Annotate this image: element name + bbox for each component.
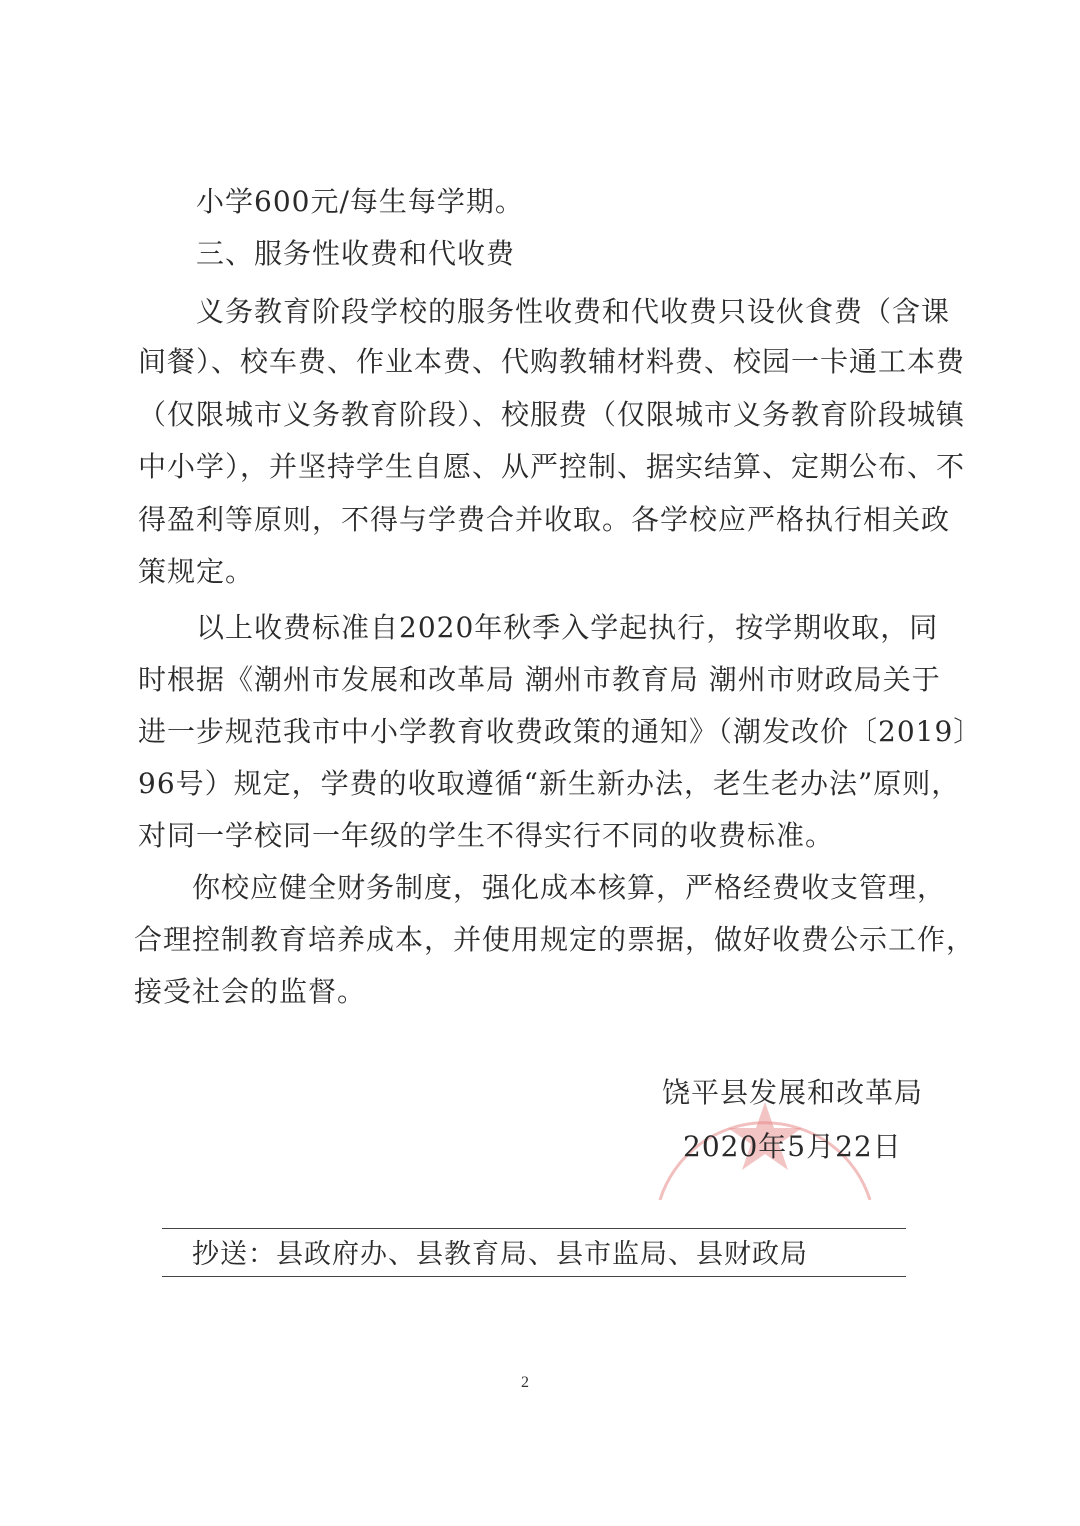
body-line: 进一步规范我市中小学教育收费政策的通知》（潮发改价〔2019〕 [138,715,983,748]
issuer-name: 饶平县发展和改革局 [662,1076,924,1109]
body-line: （仅限城市义务教育阶段）、校服费（仅限城市义务教育阶段城镇 [138,398,966,431]
body-line: 96号）规定，学费的收取遵循“新生新办法，老生老办法”原则， [138,767,961,800]
body-line: 时根据《潮州市发展和改革局 潮州市教育局 潮州市财政局关于 [138,663,941,696]
body-line: 得盈利等原则，不得与学费合并收取。各学校应严格执行相关政 [138,503,951,536]
body-line: 对同一学校同一年级的学生不得实行不同的收费标准。 [138,819,835,852]
body-line: 合理控制教育培养成本，并使用规定的票据，做好收费公示工作， [134,923,976,956]
body-line: 策规定。 [138,555,255,588]
body-line: 小学600元/每生每学期。 [196,185,524,218]
official-seal [645,1040,885,1200]
cc-line: 抄送：县政府办、县教育局、县市监局、县财政局 [192,1239,808,1270]
body-line: 义务教育阶段学校的服务性收费和代收费只设伙食费（含课 [196,295,951,328]
body-line: 中小学），并坚持学生自愿、从严控制、据实结算、定期公布、不 [138,450,966,483]
cc-top-rule [162,1228,906,1229]
body-line: 间餐）、校车费、作业本费、代购教辅材料费、校园一卡通工本费 [138,345,966,378]
body-line: 以上收费标准自2020年秋季入学起执行，按学期收取，同 [196,611,939,644]
page-number: 2 [521,1374,529,1391]
body-line: 你校应健全财务制度，强化成本核算，严格经费收支管理， [192,871,947,904]
section-heading: 三、服务性收费和代收费 [196,237,516,270]
body-line: 接受社会的监督。 [134,975,367,1008]
issue-date: 2020年5月22日 [683,1130,902,1163]
cc-bottom-rule [162,1276,906,1277]
